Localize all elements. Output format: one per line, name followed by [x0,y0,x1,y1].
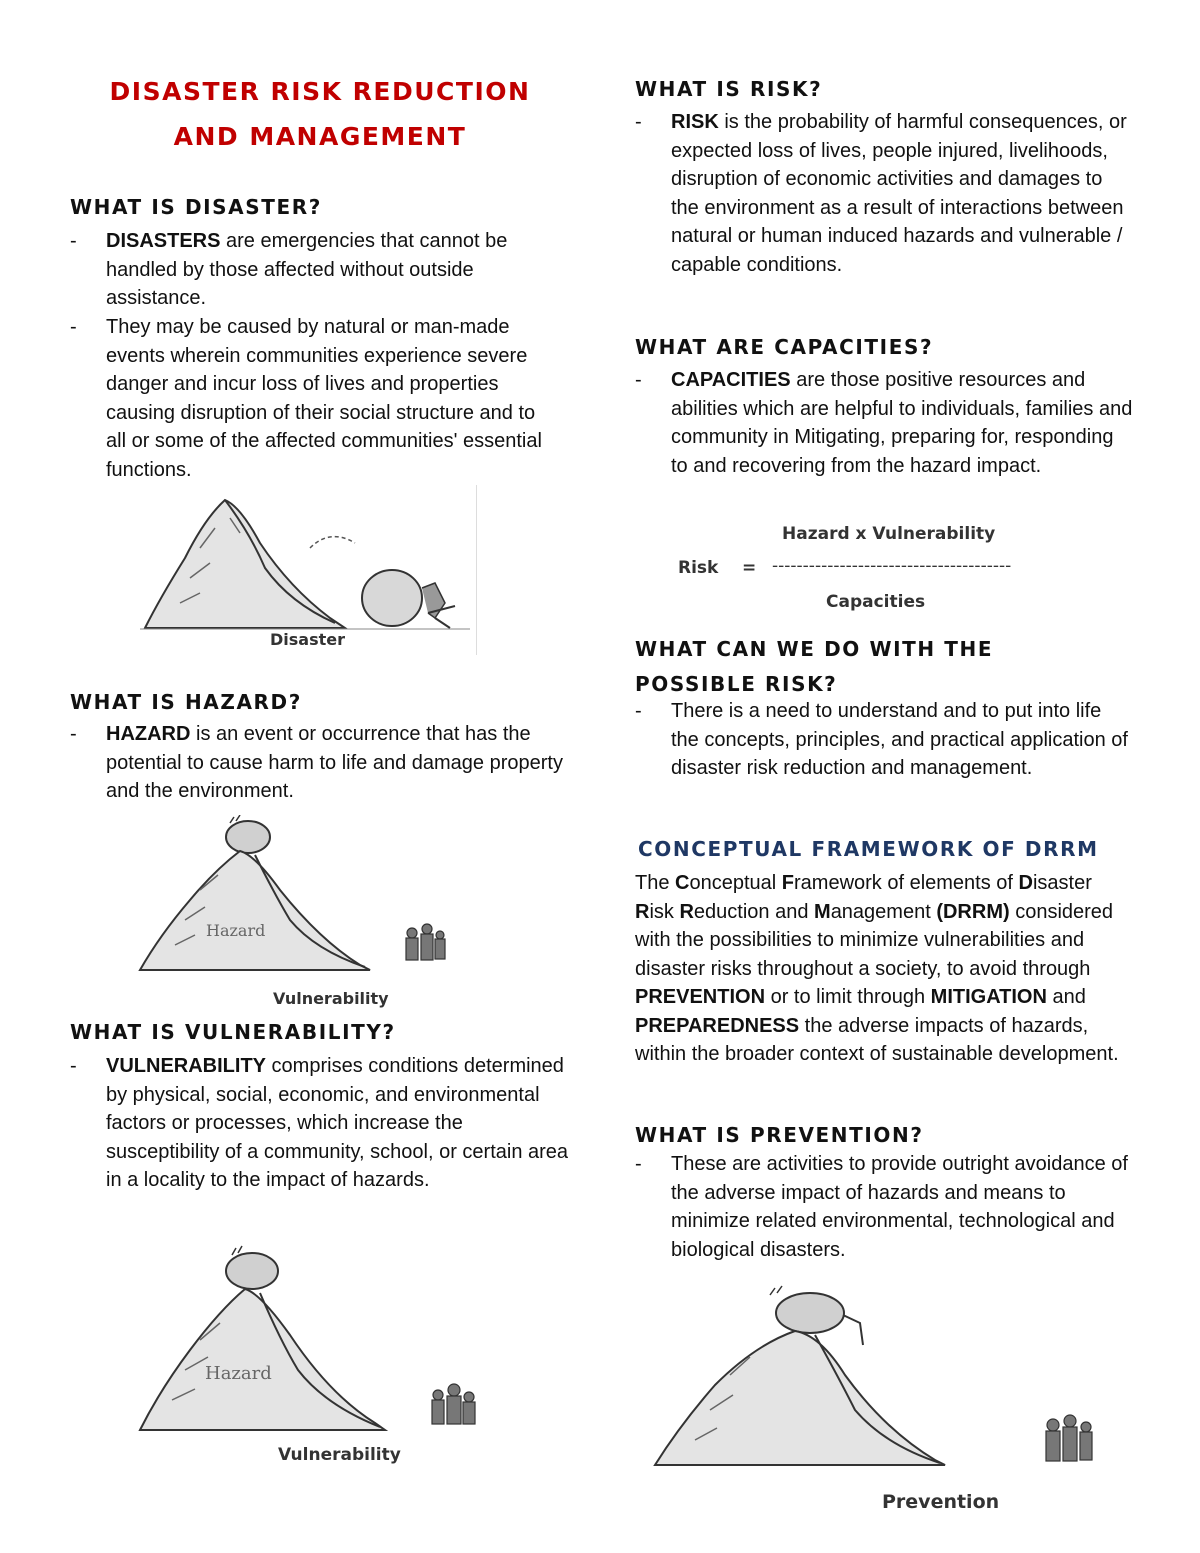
heading-capacities: WHAT ARE CAPACITIES? [635,335,934,359]
term-vulnerability: VULNERABILITY [106,1055,266,1077]
possible-risk-bullet-1 [635,697,1130,783]
text-run: ramework of elements of [794,872,1019,894]
bullet-dash: - [70,316,77,338]
text-run: anagement [830,900,937,923]
formula-equals: = [742,558,757,578]
bullet-dash: - [70,1055,77,1077]
text-run: eduction and [693,900,815,923]
risk-bullet-1 [635,108,1135,279]
term-hazard: HAZARD [106,723,191,745]
capacities-definition: are those positive resources and abilities which are helpful to individuals, families and community in Mitigating, preparing for, responding to and recovering from the hazard impact. [671,369,1133,477]
disaster-illustration [130,488,480,663]
term-disasters: DISASTERS [106,230,221,252]
vulnerability-bullet-1 [70,1052,570,1195]
figure-divider [476,485,477,655]
bullet-dash: - [635,1153,642,1175]
vulnerability-definition: comprises conditions determined by physical, social, economic, and environmental factors or processes, which increase the susceptibility of a community, school, or certain area in a locality to the impact of hazards. [106,1055,569,1191]
text-run: considered with the possibilities to minimize vulnerabilities and disaster risks throughout a society, to avoid through [635,900,1114,980]
bold-run: MITIGATION [930,986,1047,1008]
vulnerability-figure-label: Hazard [205,1363,272,1384]
document-title-line1: DISASTER RISK REDUCTION [109,77,531,106]
heading-possible-risk-2: POSSIBLE RISK? [635,672,838,696]
text-run: The [635,872,676,894]
formula-fraction-bar: --------------------------------------- [772,556,1012,576]
prevention-figure-caption: Prevention [882,1491,1000,1513]
bullet-dash: - [635,700,642,722]
heading-prevention: WHAT IS PREVENTION? [635,1123,924,1147]
vulnerability-figure-caption: Vulnerability [278,1445,401,1465]
bold-run: R [635,900,650,923]
disaster-figure-caption: Disaster [270,630,345,649]
bold-run: C [675,872,690,894]
formula-numerator: Hazard x Vulnerability [782,524,996,544]
bold-run: F [781,872,794,894]
text-run: and [1046,986,1086,1008]
bold-run: PREPAREDNESS [635,1014,800,1037]
formula-lhs: Risk [678,558,719,578]
prevention-bullet-1 [635,1150,1130,1264]
bold-run: PREVENTION [635,986,766,1008]
heading-possible-risk-1: WHAT CAN WE DO WITH THE [635,637,994,661]
heading-risk: WHAT IS RISK? [635,77,823,101]
text-run: onceptual [689,872,782,894]
term-capacities: CAPACITIES [671,369,791,391]
hazard-illustration [130,815,460,1008]
bold-run: D [1018,872,1033,894]
heading-vulnerability: WHAT IS VULNERABILITY? [70,1020,396,1044]
disaster-bullet-1 [70,227,560,313]
heading-hazard: WHAT IS HAZARD? [70,690,302,714]
hazard-figure-caption: Vulnerability [273,989,389,1008]
disaster-definition: are emergencies that cannot be handled by those affected without outside assistance. [106,230,508,309]
bullet-dash: - [635,369,642,391]
bullet-dash: - [70,230,77,252]
hazard-bullet-1 [70,720,570,806]
bullet-dash: - [70,723,77,745]
term-risk: RISK [671,111,719,133]
bold-run: R [679,900,694,923]
conceptual-framework-paragraph [635,869,1135,1069]
disaster-causes: They may be caused by natural or man-made events wherein communities experience severe danger and incur loss of lives and properties causing disruption of their social structure and to all or some of the affected communities' essential functions. [106,316,542,481]
vulnerability-illustration [130,1245,490,1465]
text-run: the adverse impacts of hazards, within the broader context of sustainable development. [635,1014,1119,1065]
bullet-dash: - [635,111,642,133]
bold-run: (DRRM) [936,900,1010,923]
hazard-definition: is an event or occurrence that has the potential to cause harm to life and damage property and the environment. [106,723,563,802]
prevention-definition: These are activities to provide outright avoidance of the adverse impact of hazards and means to minimize related environmental, technological and biological disasters. [671,1153,1128,1261]
bold-run: M [814,900,831,923]
hazard-figure-label: Hazard [206,921,266,940]
heading-conceptual-framework: CONCEPTUAL FRAMEWORK OF DRRM [638,837,1099,861]
text-run: isaster [1032,872,1092,894]
text-run: isk [649,900,680,923]
document-title-line2: AND MANAGEMENT [173,122,467,151]
text-run: or to limit through [765,986,931,1008]
heading-disaster: WHAT IS DISASTER? [70,195,322,219]
risk-definition: is the probability of harmful consequences, or expected loss of lives, people injured, livelihoods, disruption of economic activities and damages to the environment as a result of interactions between natural or human induced hazards and vulnerable / capable conditions. [671,111,1127,276]
capacities-bullet-1 [635,366,1135,480]
disaster-bullet-2 [70,313,560,484]
prevention-illustration [645,1285,1115,1513]
formula-denominator: Capacities [826,592,926,612]
possible-risk-text: There is a need to understand and to put into life the concepts, principles, and practical application of disaster risk reduction and management. [671,700,1128,779]
